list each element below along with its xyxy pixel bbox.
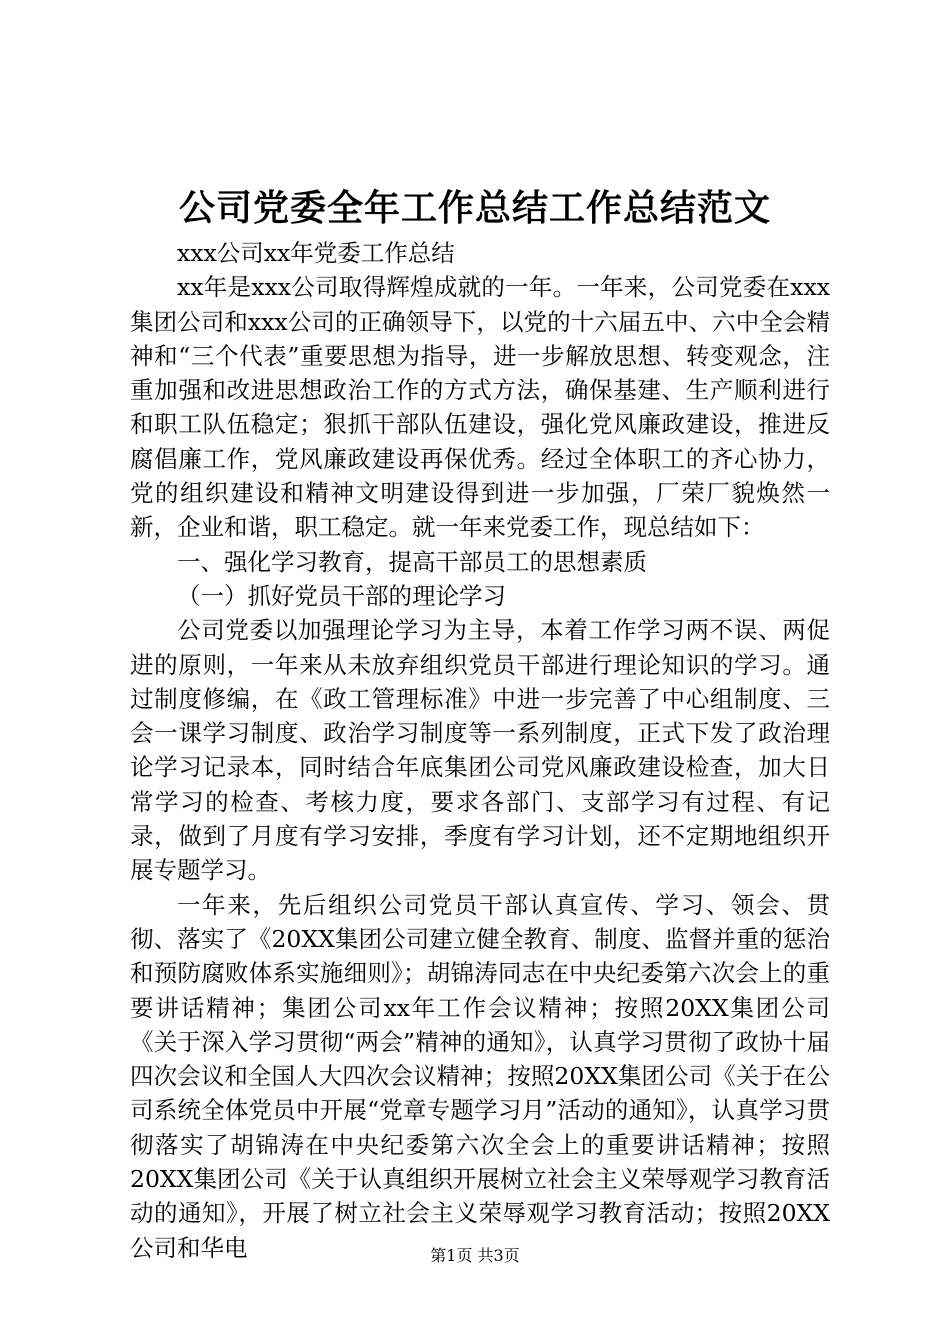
subtitle-paragraph: xxx公司xx年党委工作总结	[177, 239, 455, 267]
body-paragraph: 公司党委以加强理论学习为主导，本着工作学习两不误、两促进的原则，一年来从未放弃组织党员干部进行理论知识的学习。通过制度修编，在《政工管理标准》中进一步完善了中心组制度、三会一课学习制度、政治学习制度等一系列制度，正式下发了政治理论学习记录本，同时结合年底集团公司党风廉政建设检查，加大日常学习的检查、考核力度，要求各部门、支部学习有过程、有记录，做到了月度有学习安排，季度有学习计划，还不定期地组织开展专题学习。	[130, 616, 830, 885]
page-footer: 第1页 共3页	[430, 1246, 520, 1265]
intro-paragraph: xx年是xxx公司取得辉煌成就的一年。一年来，公司党委在xxx集团公司和xxx公司的正确领导下，以党的十六届五中、六中全会精神和“三个代表”重要思想为指导，进一步解放思想、转变观念，注重加强和改进思想政治工作的方式方法，确保基建、生产顺利进行和职工队伍稳定；狠抓干部队伍建设，强化党风廉政建设，推进反腐倡廉工作，党风廉政建设再保优秀。经过全体职工的齐心协力，党的组织建设和精神文明建设得到进一步加强，厂荣厂貌焕然一新，企业和谐，职工稳定。就一年来党委工作，现总结如下：	[130, 273, 830, 542]
document-body	[130, 236, 830, 1265]
subsection-heading: （一）抓好党员干部的理论学习	[177, 581, 506, 610]
body-paragraph: 一年来，先后组织公司党员干部认真宣传、学习、领会、贯彻、落实了《20XX集团公司建立健全教育、制度、监督并重的惩治和预防腐败体系实施细则》；胡锦涛同志在中央纪委第六次会上的重要讲话精神；集团公司xx年工作会议精神；按照20XX集团公司《关于深入学习贯彻“两会”精神的通知》，认真学习贯彻了政协十届四次会议和全国人大四次会议精神；按照20XX集团公司《关于在公司系统全体党员中开展“党章专题学习月”活动的通知》，认真学习贯彻落实了胡锦涛在中央纪委第六次全会上的重要讲话精神；按照20XX集团公司《关于认真组织开展树立社会主义荣辱观学习教育活动的通知》，开展了树立社会主义荣辱观学习教育活动；按照20XX公司和华电	[130, 890, 830, 1262]
section-heading: 一、强化学习教育，提高干部员工的思想素质	[177, 547, 647, 576]
document-title: 公司党委全年工作总结工作总结范文	[178, 187, 771, 229]
